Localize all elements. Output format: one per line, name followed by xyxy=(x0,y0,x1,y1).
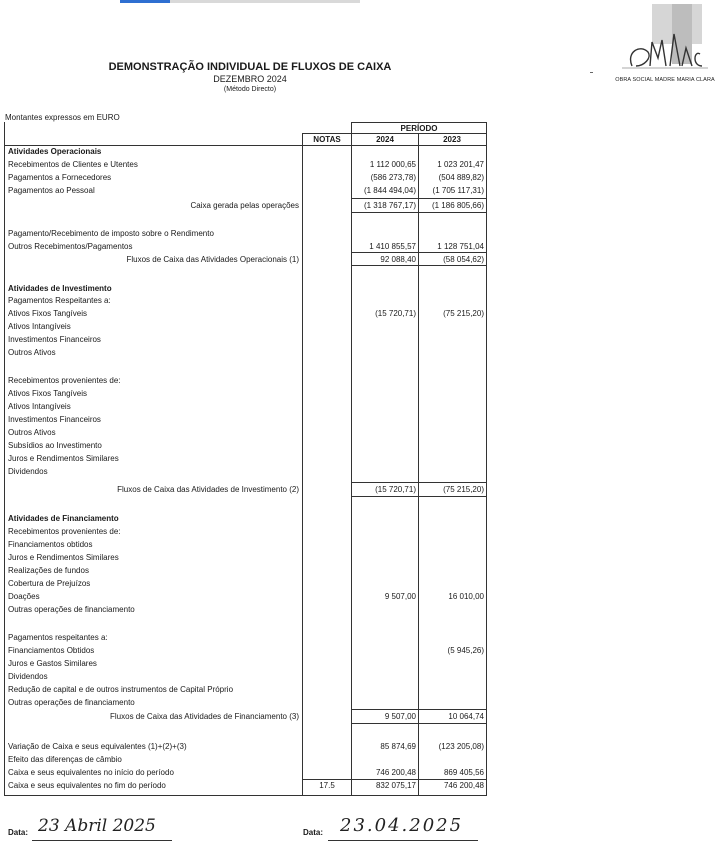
row-value-2024: 85 874,69 xyxy=(380,742,416,751)
row-label: Doações xyxy=(8,592,40,601)
date-label-right: Data: xyxy=(303,828,324,837)
row-value-2024: 832 075,17 xyxy=(375,781,416,790)
year-2023-header: 2023 xyxy=(443,135,461,144)
row-label: Realizações de fundos xyxy=(8,566,89,575)
row-value-2024: (15 720,71) xyxy=(375,309,416,318)
row-value-2024: 1 410 855,57 xyxy=(369,242,416,251)
currency-note: Montantes expressos em EURO xyxy=(5,113,120,122)
row-label: Investimentos Financeiros xyxy=(8,415,101,424)
row-label: Recebimentos provenientes de: xyxy=(8,527,121,536)
grid-line xyxy=(4,795,487,796)
row-value-2023: 1 128 751,04 xyxy=(437,242,484,251)
row-value-2023: (1 186 805,66) xyxy=(431,201,484,210)
grid-line xyxy=(351,212,487,213)
signature-line-right xyxy=(328,840,478,841)
row-label: Ativos Fixos Tangíveis xyxy=(8,309,87,318)
row-label: Ativos Intangíveis xyxy=(8,402,71,411)
row-value-2023: (5 945,26) xyxy=(447,646,484,655)
row-value-2023: (75 215,20) xyxy=(443,485,484,494)
handwritten-date-right: 23.04.2025 xyxy=(340,815,464,836)
row-label: Pagamentos Respeitantes a: xyxy=(8,296,111,305)
row-label: Caixa e seus equivalentes no início do período xyxy=(8,768,174,777)
row-label: Financiamentos obtidos xyxy=(8,540,93,549)
section-heading: Atividades Operacionais xyxy=(8,147,102,156)
handwritten-date-left: 23 Abril 2025 xyxy=(38,816,156,836)
row-value-2023: (75 215,20) xyxy=(443,309,484,318)
row-label: Outros Recebimentos/Pagamentos xyxy=(8,242,133,251)
row-label: Pagamento/Recebimento de imposto sobre o Rendimento xyxy=(8,229,214,238)
row-value-2023: 16 010,00 xyxy=(448,592,484,601)
row-value-2024: 92 088,40 xyxy=(380,255,416,264)
row-label: Outras operações de financiamento xyxy=(8,605,135,614)
row-value-2024: 1 112 000,65 xyxy=(369,160,416,169)
grid-line xyxy=(351,198,487,199)
row-value-2023: (504 889,82) xyxy=(438,173,484,182)
subtotal-label: Fluxos de Caixa das Atividades Operacionais (1) xyxy=(126,255,299,264)
row-value-2023: 1 023 201,47 xyxy=(437,160,484,169)
subtotal-label: Fluxos de Caixa das Atividades de Financiamento (3) xyxy=(110,712,299,721)
date-label-left: Data: xyxy=(8,828,29,837)
row-label: Variação de Caixa e seus equivalentes (1)+(2)+(3) xyxy=(8,742,187,751)
row-value-2024: 746 200,48 xyxy=(375,768,416,777)
row-value-2024: 9 507,00 xyxy=(384,712,416,721)
grid-line xyxy=(351,122,352,796)
organization-logo xyxy=(612,4,716,88)
row-label: Redução de capital e de outros instrumentos de Capital Próprio xyxy=(8,685,234,694)
row-notes: 17.5 xyxy=(319,781,335,790)
row-value-2023: 746 200,48 xyxy=(443,781,484,790)
row-label: Pagamentos respeitantes a: xyxy=(8,633,108,642)
section-heading: Atividades de Financiamento xyxy=(8,514,119,523)
row-label: Dividendos xyxy=(8,467,48,476)
row-label: Efeito das diferenças de câmbio xyxy=(8,755,122,764)
grid-line xyxy=(351,482,487,483)
year-2024-header: 2024 xyxy=(376,135,394,144)
row-label: Financiamentos Obtidos xyxy=(8,646,95,655)
row-label: Juros e Rendimentos Similares xyxy=(8,454,119,463)
method-note: (Método Directo) xyxy=(223,86,277,93)
logo-caption: OBRA SOCIAL MADRE MARIA CLARA xyxy=(615,77,715,83)
scan-artifact xyxy=(590,72,593,73)
row-label: Recebimentos provenientes de: xyxy=(8,376,121,385)
grid-line xyxy=(302,133,303,796)
grid-line xyxy=(486,122,487,796)
row-label: Ativos Fixos Tangíveis xyxy=(8,389,87,398)
section-heading: Atividades de Investimento xyxy=(8,284,112,293)
grid-line xyxy=(418,133,419,796)
row-label: Outros Ativos xyxy=(8,348,56,357)
row-value-2024: (586 273,78) xyxy=(370,173,416,182)
subtotal-label: Fluxos de Caixa das Atividades de Investimento (2) xyxy=(117,485,299,494)
row-label: Recebimentos de Clientes e Utentes xyxy=(8,160,138,169)
row-value-2024: (1 844 494,04) xyxy=(363,186,416,195)
grid-line xyxy=(351,723,487,724)
grid-line xyxy=(351,496,487,497)
row-label: Juros e Gastos Similares xyxy=(8,659,97,668)
row-label: Ativos Intangíveis xyxy=(8,322,71,331)
row-value-2023: (58 054,62) xyxy=(443,255,484,264)
period-header: PERÍODO xyxy=(400,124,438,133)
grid-line xyxy=(4,122,5,796)
signature-line-left xyxy=(32,840,172,841)
notes-header: NOTAS xyxy=(313,135,341,144)
row-value-2024: (1 318 767,17) xyxy=(363,201,416,210)
grid-line xyxy=(4,122,5,146)
row-value-2023: (1 705 117,31) xyxy=(432,186,484,195)
row-value-2024: 9 507,00 xyxy=(384,592,416,601)
row-label: Outros Ativos xyxy=(8,428,56,437)
row-label: Subsídios ao Investimento xyxy=(8,441,102,450)
top-edge-bar xyxy=(120,0,360,3)
row-label: Cobertura de Prejuízos xyxy=(8,579,91,588)
row-label: Pagamentos ao Pessoal xyxy=(8,186,95,195)
row-label: Pagamentos a Fornecedores xyxy=(8,173,112,182)
row-value-2023: 869 405,56 xyxy=(443,768,484,777)
subtotal-label: Caixa gerada pelas operações xyxy=(190,201,299,210)
grid-line xyxy=(351,709,487,710)
row-value-2024: (15 720,71) xyxy=(375,485,416,494)
row-value-2023: 10 064,74 xyxy=(448,712,484,721)
row-label: Caixa e seus equivalentes no fim do período xyxy=(8,781,166,790)
row-label: Investimentos Financeiros xyxy=(8,335,101,344)
row-label: Outras operações de financiamento xyxy=(8,698,135,707)
document-title: DEMONSTRAÇÃO INDIVIDUAL DE FLUXOS DE CAIXA xyxy=(108,61,392,73)
row-label: Dividendos xyxy=(8,672,48,681)
row-label: Juros e Rendimentos Similares xyxy=(8,553,119,562)
row-value-2023: (123 205,08) xyxy=(438,742,484,751)
grid-line xyxy=(351,265,487,266)
grid-line xyxy=(351,252,487,253)
grid-line xyxy=(4,145,5,796)
document-subtitle: DEZEMBRO 2024 xyxy=(213,74,287,84)
